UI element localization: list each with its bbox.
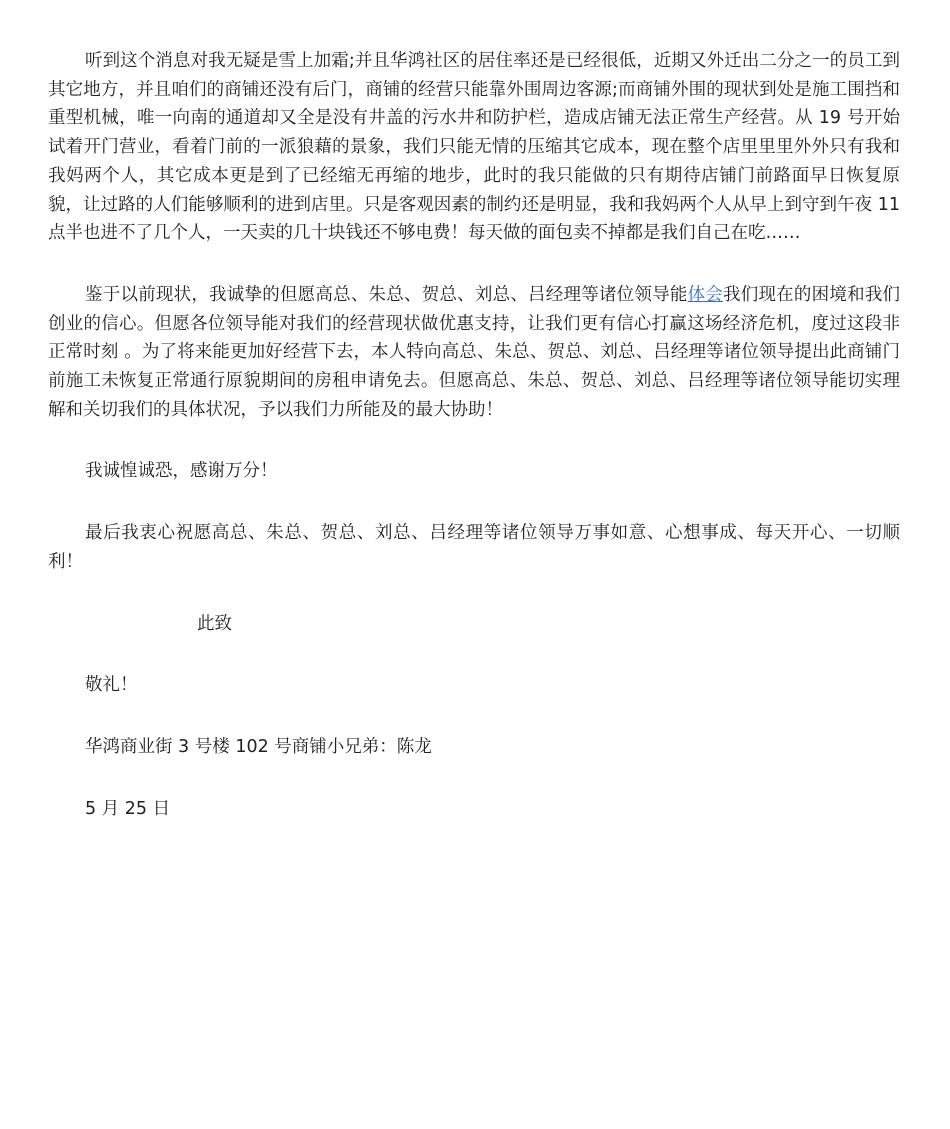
paragraph-request-text-end: 我们现在的困境和我们创业的信心。但愿各位领导能对我们的经营现状做优惠支持，让我们更有信心打赢这场经济危机，度过这段非正常时刻 。为了将来能更加好经营下去，本人特向高总、朱总、贺总、刘总、吕经理等诸位领导提出此商铺门前施工未恢复正常通行原貌期间的房租申请免去。但愿高总、朱总、贺总、刘总、吕经理等诸位领导能切实理解和关切我们的具体状况，予以我们力所能及的最大协助！ bbox=[48, 284, 901, 420]
closing-salutation: 此致 bbox=[197, 613, 232, 634]
letter-date: 5 月 25 日 bbox=[85, 798, 171, 819]
paragraph-request-text-start: 鉴于以前现状，我诚挚的但愿高总、朱总、贺总、刘总、吕经理等诸位领导能 bbox=[85, 284, 688, 305]
paragraph-wishes: 最后我衷心祝愿高总、朱总、贺总、刘总、吕经理等诸位领导万事如意、心想事成、每天开心、一切顺利！ bbox=[48, 523, 900, 572]
signature: 华鸿商业街 3 号楼 102 号商铺小兄弟：陈龙 bbox=[85, 736, 432, 757]
paragraph-gratitude: 我诚惶诚恐，感谢万分！ bbox=[85, 461, 278, 482]
closing-regards: 敬礼！ bbox=[85, 675, 138, 696]
keyword-link[interactable]: 体会 bbox=[687, 284, 724, 305]
paragraph-request bbox=[48, 281, 900, 425]
paragraph-situation: 听到这个消息对我无疑是雪上加霜;并且华鸿社区的居住率还是已经很低，近期又外迁出二分之一的员工到其它地方，并且咱们的商铺还没有后门，商铺的经营只能靠外围周边客源;而商铺外围的现状到处是施工围挡和重型机械，唯一向南的通道却又全是没有井盖的污水井和防护栏，造成店铺无法正常生产经营。从 19 号开始试着开门营业，看着门前的一派狼藉的景象，我们只能无情的压缩其它成本，现在整个店里里里外外只有我和我妈两个人，其它成本更是到了已经缩无再缩的地步，此时的我只能做的只有期待店铺门前路面早日恢复原貌，让过路的人们能够顺利的进到店里。只是客观因素的制约还是明显，我和我妈两个人从早上到守到午夜 11 点半也进不了几个人，一天卖的几十块钱还不够电费！每天做的面包卖不掉都是我们自己在吃…… bbox=[48, 51, 900, 244]
